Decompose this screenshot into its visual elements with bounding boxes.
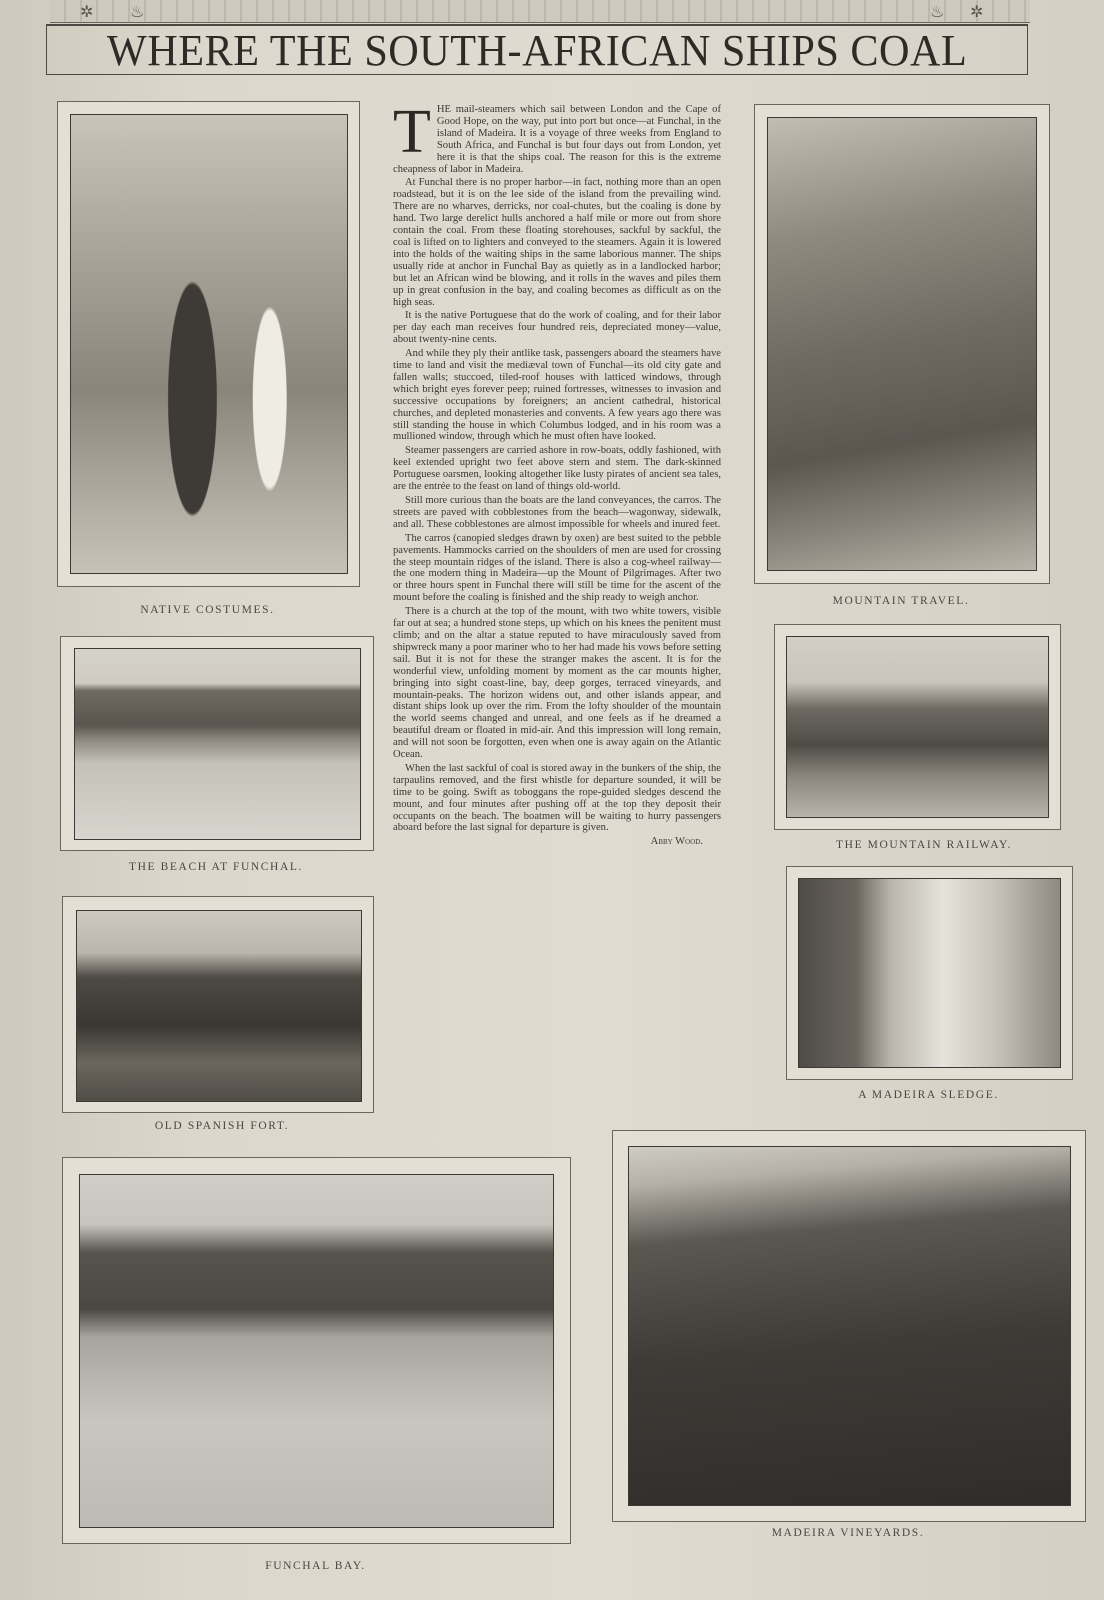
flame-ornament-icon: ♨ xyxy=(930,4,945,21)
mountain-railway-photo xyxy=(786,636,1049,818)
photo-frame-native-costumes xyxy=(57,101,360,587)
photo-frame-funchal-bay xyxy=(62,1157,571,1544)
author-signature: Abby Wood. xyxy=(650,836,703,848)
caption-mountain-railway: THE MOUNTAIN RAILWAY. xyxy=(836,839,1012,851)
dropcap: T xyxy=(393,98,431,166)
article-paragraph-6: Still more curious than the boats are the land conveyances, the carros. The streets are paved with cobblestones from the beach—wagonway, sidewalk, and all. These cobblestones are almost impossible for wheels and inured feet. xyxy=(393,495,721,530)
caption-old-spanish-fort: OLD SPANISH FORT. xyxy=(154,1120,290,1132)
caption-madeira-sledge: A MADEIRA SLEDGE. xyxy=(858,1089,999,1101)
article-paragraph-2: At Funchal there is no proper harbor—in fact, nothing more than an open roadstead, but it is on the lee side of the island from the prevailing wind. There are no wharves, derricks, nor coal-chutes, but the coaling is done by hand. Two large derelict hulls anchored a half mile or more out from shore contain the coal. From these floating storehouses, sackful by sackful, the coal is lifted on to lighters and conveyed to the steamers. Again it is lowered into the holds of the waiting ships in the same laborious manner. The ships usually ride at anchor in Funchal Bay as quietly as in a landlocked harbor; but let an African wind be blowing, and it rolls in the waves and piles them up in great confusion in the bay, and coaling becomes as difficult as on the high seas. xyxy=(393,177,721,308)
caption-beach-at-funchal: THE BEACH AT FUNCHAL. xyxy=(129,861,303,873)
madeira-vineyards-photo xyxy=(628,1146,1071,1506)
caption-mountain-travel: MOUNTAIN TRAVEL. xyxy=(832,595,970,607)
mountain-travel-photo xyxy=(767,117,1037,571)
page-title: WHERE THE SOUTH-AFRICAN SHIPS COAL xyxy=(106,25,968,75)
ship-wheel-icon: ✲ xyxy=(970,4,984,21)
article-paragraph-5: Steamer passengers are carried ashore in row-boats, oddly fashioned, with keel extended upright two feet above stern and stem. The dark-skinned Portuguese oarsmen, looking altogether like lusty pirates of ancient sea tales, are the entrée to the feast on land of things old-world. xyxy=(393,445,721,493)
caption-native-costumes: NATIVE COSTUMES. xyxy=(140,604,275,616)
headline-box xyxy=(46,24,1028,75)
caption-funchal-bay: FUNCHAL BAY. xyxy=(265,1560,366,1572)
article-body xyxy=(393,98,721,848)
beach-at-funchal-photo xyxy=(74,648,361,840)
article-paragraph-1: THE mail-steamers which sail between London and the Cape of Good Hope, on the way, put into port but once—at Funchal, in the island of Madeira. It is a voyage of three weeks from England to South Africa, and Funchal is but four days out from London, yet here it is that the ships coal. The reason for this is the extreme cheapness of labor in Madeira. xyxy=(393,98,721,175)
funchal-bay-photo xyxy=(79,1174,554,1528)
article-paragraph-8: There is a church at the top of the mount, with two white towers, visible far out at sea; a hundred stone steps, up which on his knees the penitent must climb; and on the altar a statue reputed to have miraculously saved from shipwreck many a poor mariner who to her had made his vows before setting sail. But it is not for these the stranger makes the ascent. It is for the wonderful view, unfolding moment by moment as the car mounts higher, bringing into sight coast-line, bay, deep gorges, terraced vineyards, and mountain-peaks. The horizon widens out, and other islands appear, and distant ships look up over the rim. From the lofty shoulder of the mountain the world seems changed and unreal, and one feels as if he dreamed a beautiful dream or floated in mid-air. And this impression will long remain, and will not soon be forgotten, even when one is away again on the Atlantic Ocean. xyxy=(393,606,721,761)
photo-frame-old-spanish-fort xyxy=(62,896,374,1113)
native-costumes-photo xyxy=(70,114,348,574)
article-paragraph-9: When the last sackful of coal is stored away in the bunkers of the ship, the tarpaulins removed, and the first whistle for departure sounded, it will be time to be going. Swift as toboggans the rope-guided sledges descend the mount, and four minutes after pushing off at the top they deposit their occupants on the beach. The boatmen will be waiting to hurry passengers aboard before the last signal for departure is given. xyxy=(393,762,721,834)
decorative-banner xyxy=(50,0,1030,23)
madeira-sledge-photo xyxy=(798,878,1061,1068)
photo-frame-mountain-travel xyxy=(754,104,1050,584)
photo-frame-madeira-vineyards xyxy=(612,1130,1086,1522)
article-paragraph-3: It is the native Portuguese that do the work of coaling, and for their labor per day each man receives four hundred reis, depreciated money—value, about twenty-nine cents. xyxy=(393,310,721,346)
article-paragraph-7: The carros (canopied sledges drawn by oxen) are best suited to the pebble pavements. Hammocks carried on the shoulders of men are used for crossing the steep mountain ridges of the island. There is also a cog-wheel railway—the one modern thing in Madeira—up the Mount of Pilgrimages. After two or three hours spent in Funchal there will still be time for the ascent of the mount before the coaling is finished and the ship ready to weigh anchor. xyxy=(393,532,721,604)
photo-frame-beach-at-funchal xyxy=(60,636,374,851)
ship-wheel-icon: ✲ xyxy=(80,4,94,21)
photo-frame-mountain-railway xyxy=(774,624,1061,830)
caption-madeira-vineyards: MADEIRA VINEYARDS. xyxy=(771,1527,925,1539)
old-spanish-fort-photo xyxy=(76,910,362,1102)
article-paragraph-4: And while they ply their antlike task, passengers aboard the steamers have time to land and visit the mediæval town of Funchal—its old city gate and fallen walls; stuccoed, tiled-roof houses with latticed windows, through which bright eyes forever peep; ruined fortresses, witnesses to invasion and successive occupations by foreigners; an ancient cathedral, historical churches, and depleted monasteries and convents. A few years ago there was still standing the house in which Columbus lodged, and in his room was a mullioned window, through which he must often have looked. xyxy=(393,348,721,443)
photo-frame-madeira-sledge xyxy=(786,866,1073,1080)
flame-ornament-icon: ♨ xyxy=(130,4,145,21)
